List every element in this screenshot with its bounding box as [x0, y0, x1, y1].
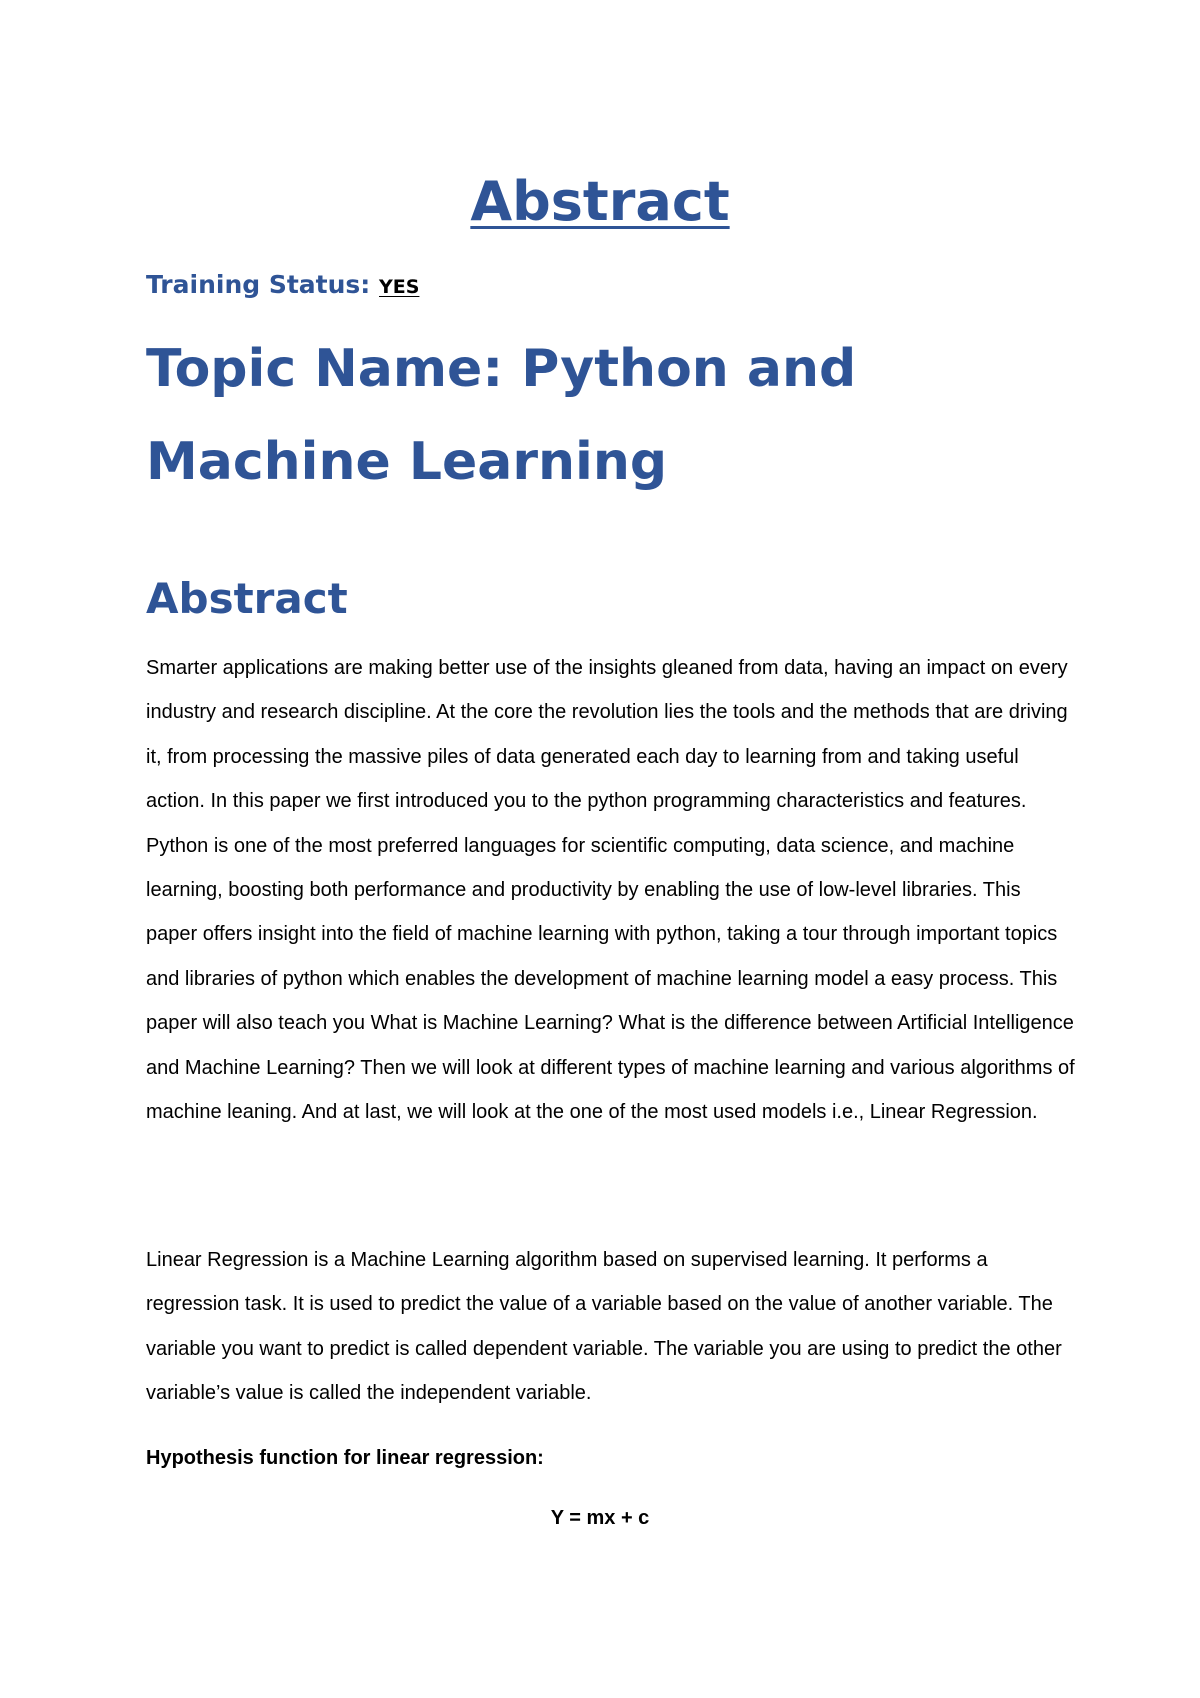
- training-status-value: YES: [379, 276, 420, 298]
- training-status-label: Training Status:: [146, 270, 371, 299]
- linear-regression-paragraph: Linear Regression is a Machine Learning algorithm based on supervised learning. It performs a regression task. It is used to predict the value of a variable based on the value of another variable. The variable you want to predict is called dependent variable. The variable you are using to predict the other variable’s value is called the independent variable.: [146, 1249, 1062, 1405]
- abstract-paragraph: Smarter applications are making better use of the insights gleaned from data, having an impact on every industry and research discipline. At the core the revolution lies the tools and the methods that are driving it, from processing the massive piles of data generated each day to learning from and taking useful action. In this paper we first introduced you to the python programming characteristics and features. Python is one of the most preferred languages for scientific computing, data science, and machine learning, boosting both performance and productivity by enabling the use of low-level libraries. This paper offers insight into the field of machine learning with python, taking a tour through important topics and libraries of python which enables the development of machine learning model a easy process. This paper will also teach you What is Machine Learning? What is the difference between Artificial Intelligence and Machine Learning? Then we will look at different types of machine learning and various algorithms of machine leaning. And at last, we will look at the one of the most used models i.e., Linear Regression.: [146, 657, 1075, 1124]
- topic-title: Topic Name: Python and Machine Learning: [146, 339, 857, 492]
- document-title: [0, 166, 1200, 238]
- hypothesis-heading: Hypothesis function for linear regression:: [146, 1447, 544, 1469]
- document-title-text: Abstract: [470, 170, 730, 233]
- regression-formula: Y = mx + c: [550, 1507, 650, 1529]
- training-status: [146, 268, 419, 304]
- abstract-heading: Abstract: [146, 574, 348, 623]
